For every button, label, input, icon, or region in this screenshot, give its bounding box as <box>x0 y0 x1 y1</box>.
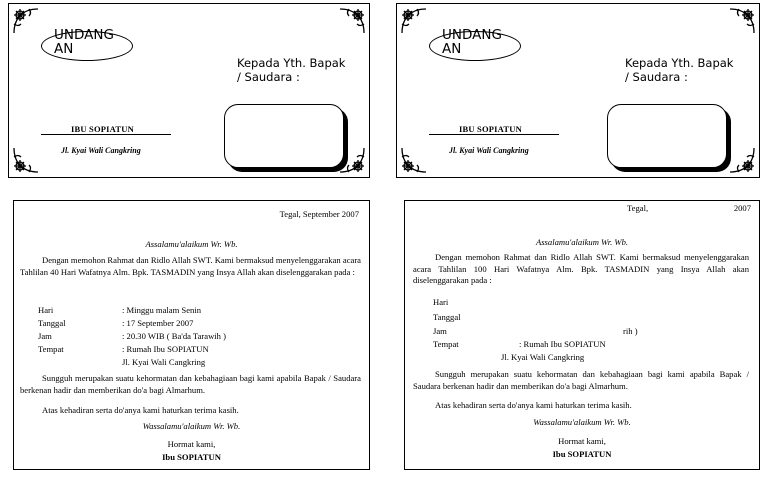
detail-row-place: Tempat : Rumah Ibu SOPIATUN <box>38 344 209 354</box>
sender-name: IBU SOPIATUN <box>71 124 134 134</box>
floral-corner-icon <box>727 145 757 175</box>
intro-paragraph: Dengan memohon Rahmat dan Ridlo Allah SWT. Kami bermaksud menyelenggarakan acara Tahlilan 100 Hari Wafatnya Alm. Bpk. TASMADIN yang Insya Allah akan diselenggarakan pada : <box>413 252 749 285</box>
floral-corner-icon <box>399 145 429 175</box>
letter-date-year: 2007 <box>733 203 751 213</box>
body-paragraph: Sungguh merupakan suatu kehormatan dan kebahagiaan bagi kami apabila Bapak / Saudara berkenan hadir dan memberikan do'a bagi Almarhum. <box>413 369 749 391</box>
divider-line <box>41 134 171 135</box>
regards: Hormat kami, <box>558 436 606 446</box>
thanks-line: Atas kehadiran serta do'anya kami haturkan terima kasih. <box>42 405 239 415</box>
body-paragraph: Sungguh merupakan suatu kehormatan dan kebahagiaan bagi kami apabila Bapak / Saudara berkenan hadir dan memberikan do'a bagi Almarhum. <box>20 373 361 395</box>
detail-row-time: Jam : 20.30 WIB ( Ba'da Tarawih ) <box>38 331 226 341</box>
detail-row-place: Tempat : Rumah Ibu SOPIATUN <box>433 339 606 349</box>
envelope-title: UNDANG AN <box>442 27 502 57</box>
regards: Hormat kami, <box>167 439 216 449</box>
signature: Ibu SOPIATUN <box>552 449 612 459</box>
envelope-title: UNDANG AN <box>54 27 114 57</box>
detail-row-date: Tanggal <box>433 312 461 322</box>
recipient-name-box <box>224 104 344 168</box>
floral-corner-icon <box>11 6 41 36</box>
floral-corner-icon <box>399 6 429 36</box>
letter-date: Tegal, September 2007 <box>279 209 359 219</box>
detail-row-day: Hari : Minggu malam Senin <box>38 305 202 315</box>
recipient-heading: Kepada Yth. Bapak / Saudara : <box>625 56 734 84</box>
place-address: Jl. Kyai Wali Cangkring <box>501 352 585 362</box>
opening-salam: Assalamu'alaikum Wr. Wb. <box>535 237 629 247</box>
sender-address: Jl. Kyai Wali Cangkring <box>449 146 529 155</box>
closing-salam: Wassalamu'alaikum Wr. Wb. <box>533 417 631 427</box>
sender-address: Jl. Kyai Wali Cangkring <box>61 146 141 155</box>
closing-salam: Wassalamu'alaikum Wr. Wb. <box>142 421 241 431</box>
envelope-card-right <box>396 3 760 178</box>
floral-corner-icon <box>11 145 41 175</box>
recipient-heading: Kepada Yth. Bapak / Saudara : <box>237 56 346 84</box>
opening-salam: Assalamu'alaikum Wr. Wb. <box>145 239 238 249</box>
recipient-name-box <box>607 104 727 168</box>
sender-name: IBU SOPIATUN <box>459 124 522 134</box>
invitation-letter-left <box>13 200 370 470</box>
floral-corner-icon <box>337 6 367 36</box>
thanks-line: Atas kehadiran serta do'anya kami haturkan terima kasih. <box>435 400 632 410</box>
detail-row-time: Jam rih ) <box>433 326 638 336</box>
envelope-card-left <box>8 3 370 178</box>
divider-line <box>429 134 559 135</box>
intro-paragraph: Dengan memohon Rahmat dan Ridlo Allah SWT. Kami bermaksud menyelenggarakan acara Tahlilan 40 Hari Wafatnya Alm. Bpk. TASMADIN yang Insya Allah akan diselenggarakan pada : <box>20 255 361 277</box>
invitation-letter-right <box>404 200 760 470</box>
letter-date-prefix: Tegal, <box>627 203 649 213</box>
detail-row-day: Hari <box>433 297 449 307</box>
detail-row-date: Tanggal : 17 September 2007 <box>38 318 194 328</box>
signature: Ibu SOPIATUN <box>162 452 221 462</box>
floral-corner-icon <box>727 6 757 36</box>
place-address: Jl. Kyai Wali Cangkring <box>122 357 206 367</box>
